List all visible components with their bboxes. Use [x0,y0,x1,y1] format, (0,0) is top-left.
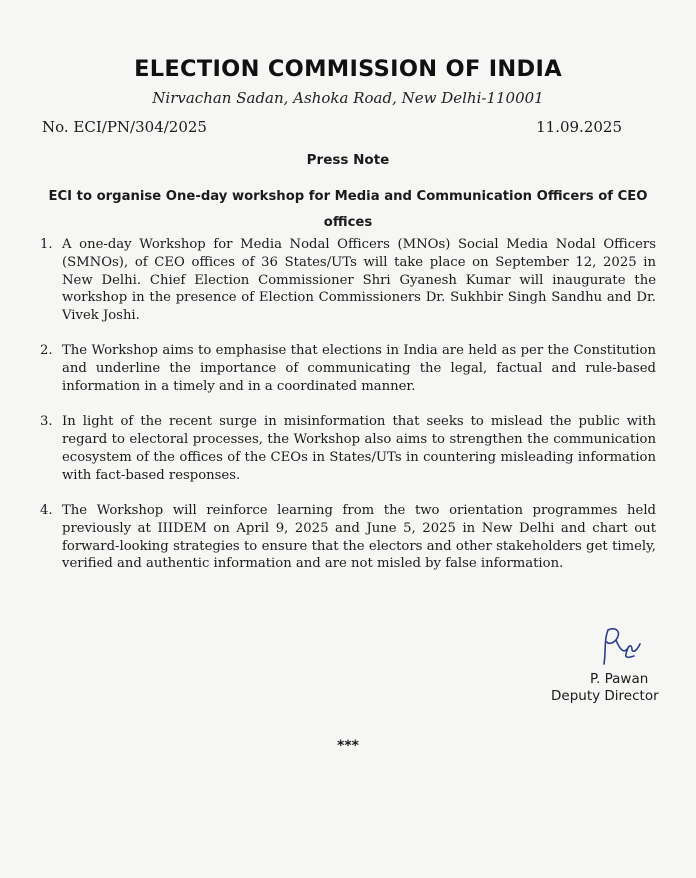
paragraph-list [40,236,656,591]
paragraph-number: 3. [40,414,53,430]
end-mark: *** [337,738,359,754]
press-note-headline: ECI to organise One-day workshop for Media and Communication Officers of CEO offices [48,189,648,230]
paragraph-text: The Workshop aims to emphasise that elections in India are held as per the Constitution and underline the importance of communicating the legal, factual and rule-based information in a timely and in a coordinated manner. [62,343,656,395]
paragraph-item [40,236,656,325]
document-type-heading: Press Note [306,152,390,168]
paragraph-text: The Workshop will reinforce learning from the two orientation programmes held previously at IIIDEM on April 9, 2025 and June 5, 2025 in New Delhi and chart out forward-looking strategies to ensure that the electors and other stakeholders get timely, verified and authentic information and are not misled by false information. [62,503,656,572]
organization-address: Nirvachan Sadan, Ashoka Road, New Delhi-110001 [152,89,544,107]
signatory-name: P. Pawan [590,671,649,687]
handwritten-signature [598,624,646,668]
paragraph-number: 2. [40,343,53,359]
reference-number: No. ECI/PN/304/2025 [42,118,207,136]
paragraph-item [40,413,656,484]
paragraph-number: 4. [40,503,53,519]
paragraph-item [40,342,656,395]
paragraph-number: 1. [40,237,53,252]
paragraph-text: In light of the recent surge in misinformation that seeks to mislead the public with regard to electoral processes, the Workshop also aims to strengthen the communication ecosystem of the offices of the CEOs in States/UTs in countering misleading information with fact-based responses. [62,414,656,483]
issue-date: 11.09.2025 [536,118,622,136]
paragraph-item [40,502,656,573]
paragraph-text: A one-day Workshop for Media Nodal Officers (MNOs) Social Media Nodal Officers (SMNOs), of CEO offices of 36 States/UTs will take place on September 12, 2025 in New Delhi. Chief Election Commissioner Shri Gyanesh Kumar will inaugurate the workshop in the presence of Election Commissioners Dr. Sukhbir Singh Sandhu and Dr. Vivek Joshi. [62,237,656,324]
organization-title: ELECTION COMMISSION OF INDIA [134,56,562,82]
signatory-designation: Deputy Director [551,688,659,704]
